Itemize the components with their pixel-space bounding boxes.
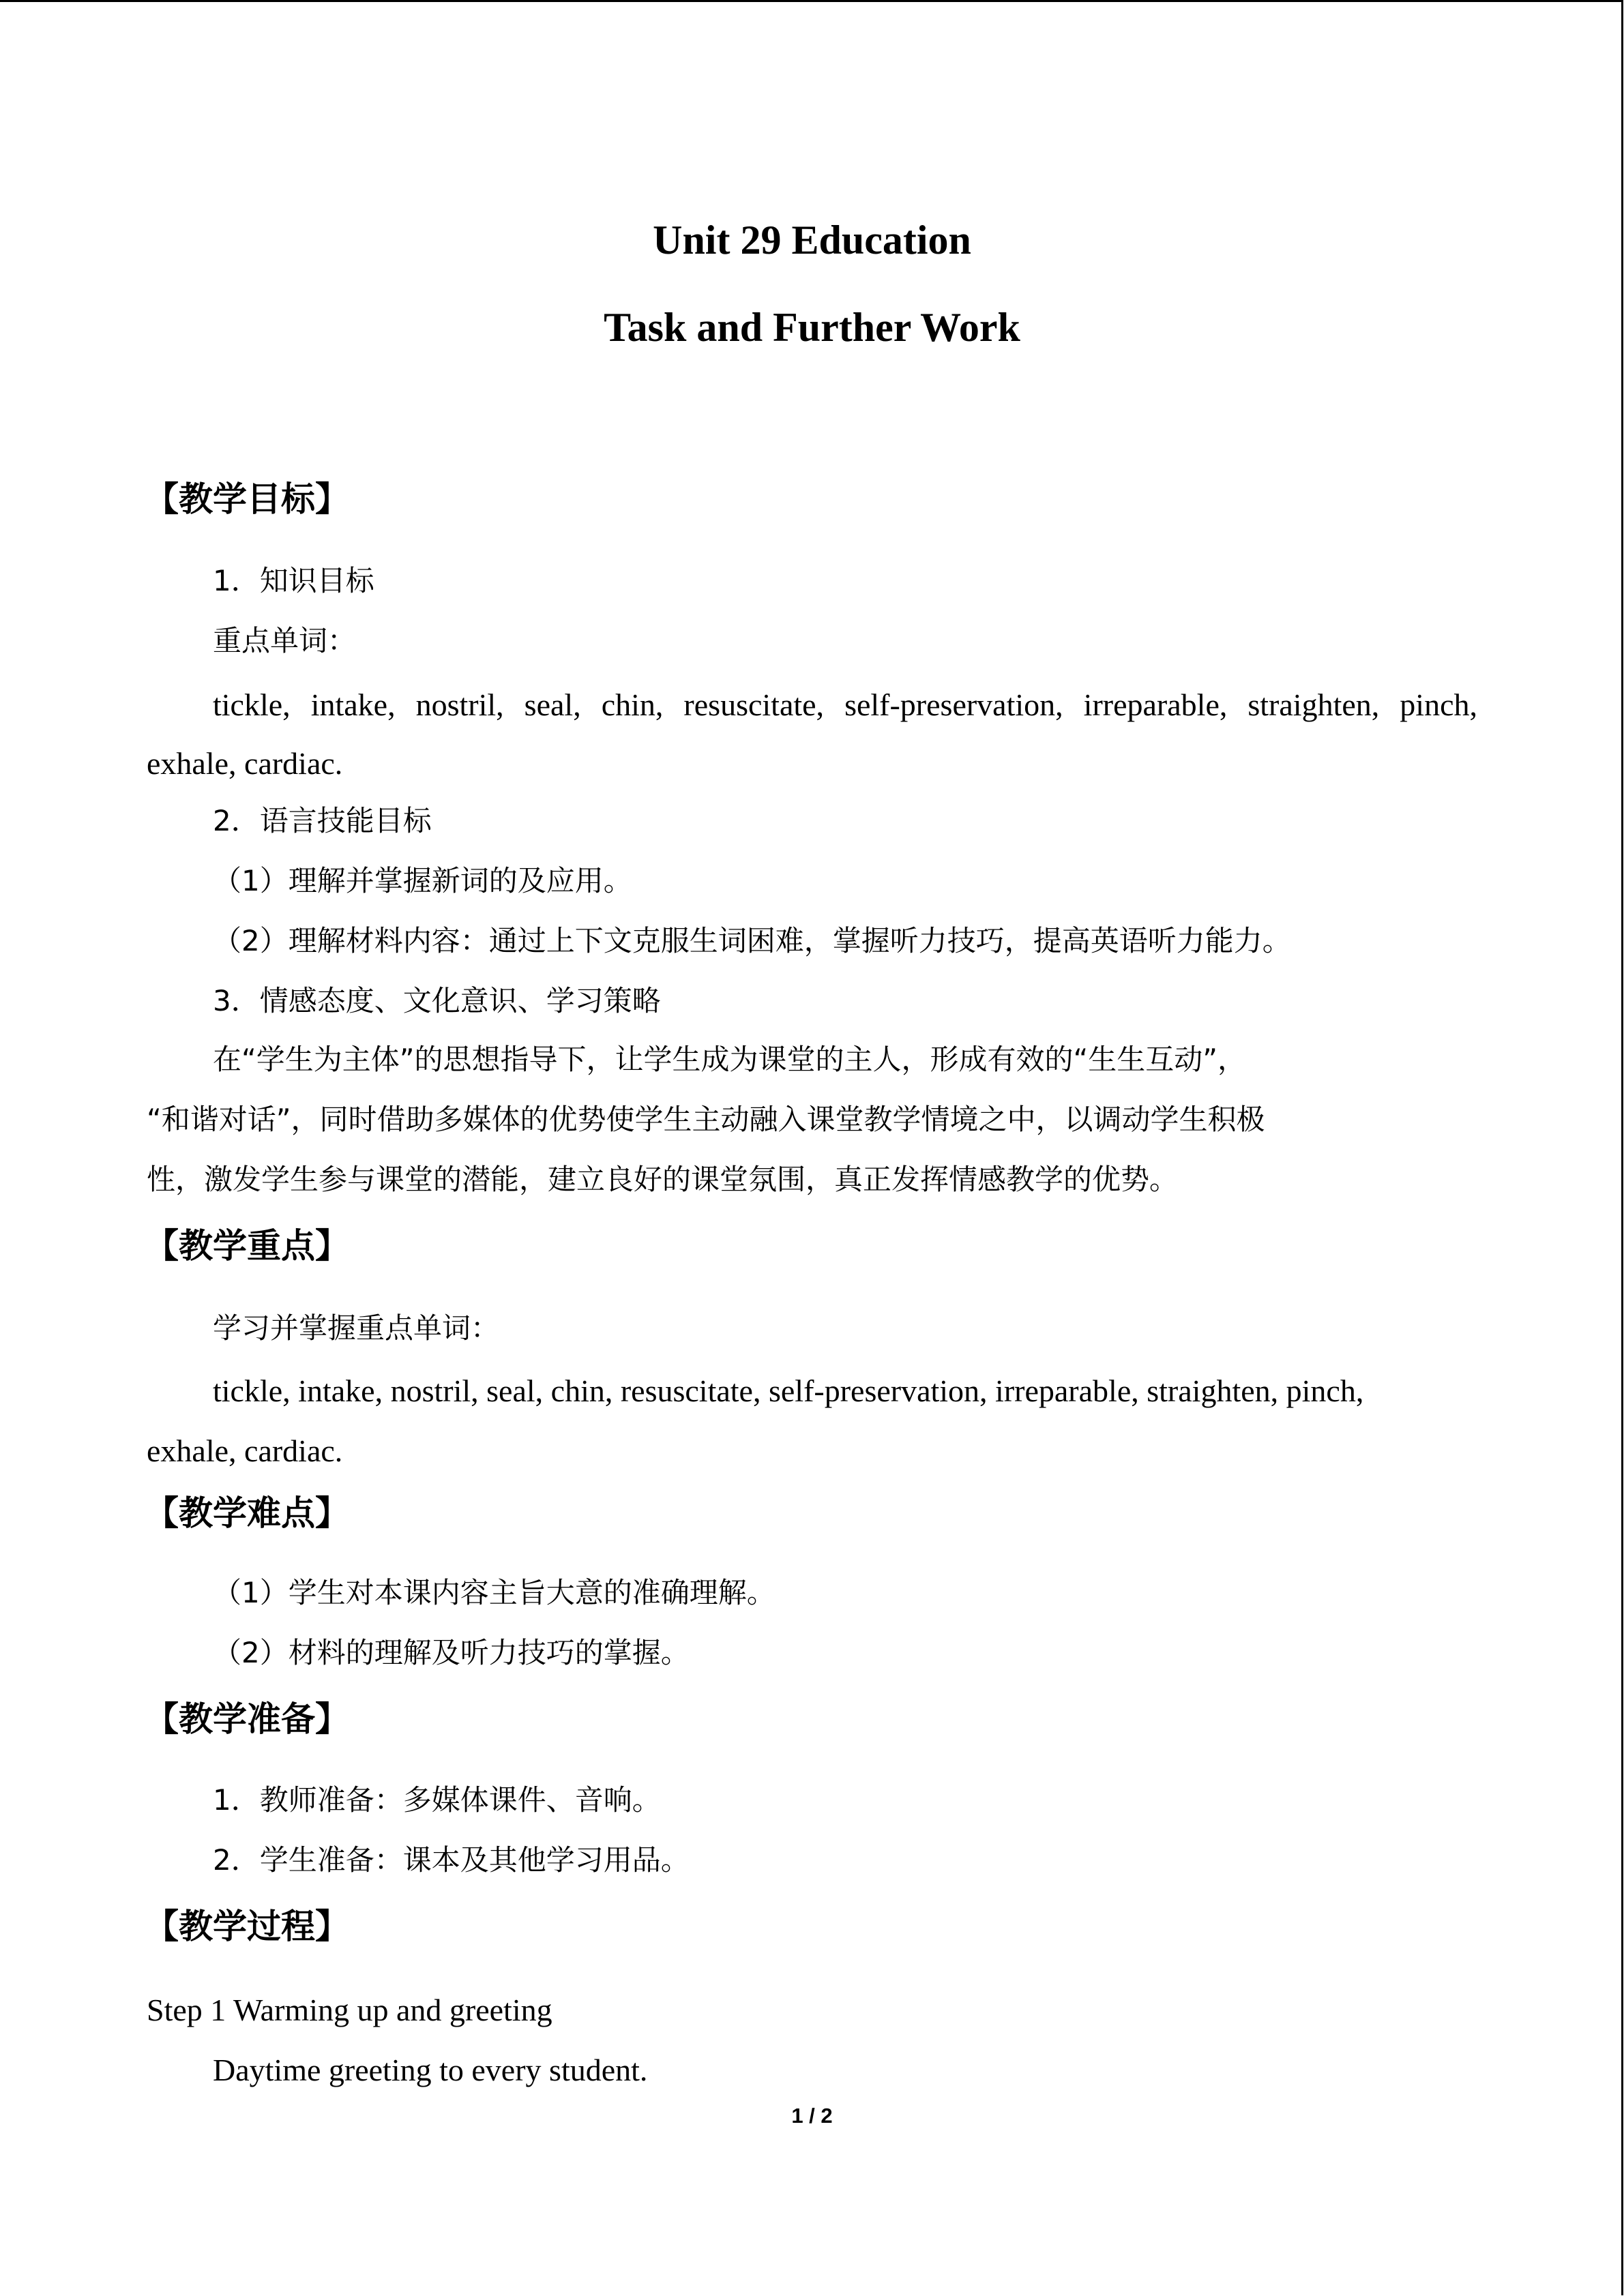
section-heading-objectives: 【教学目标】 <box>145 479 349 519</box>
key-points-label: 学习并掌握重点单词： <box>213 1311 500 1345</box>
preparation-item: 1．教师准备：多媒体课件、音响。 <box>213 1783 661 1817</box>
section-heading-process: 【教学过程】 <box>145 1907 349 1946</box>
document-subtitle: Task and Further Work <box>604 305 1020 350</box>
section-heading-key-points: 【教学重点】 <box>145 1226 349 1266</box>
step-text: Daytime greeting to every student. <box>213 2053 648 2087</box>
page-number: 1 / 2 <box>791 2104 833 2128</box>
key-points-words-line: exhale, cardiac. <box>147 1433 343 1468</box>
key-words-label: 重点单词： <box>213 624 357 657</box>
objective-language-item: （2）理解材料内容：通过上下文克服生词困难，掌握听力技巧，提高英语听力能力。 <box>213 924 1291 957</box>
section-heading-preparation: 【教学准备】 <box>145 1699 349 1739</box>
key-words-line: tickle, intake, nostril, seal, chin, resuscitate, self-preservation, irreparable, straighten, pinch, <box>213 687 1477 722</box>
difficulty-item: （2）材料的理解及听力技巧的掌握。 <box>213 1636 690 1669</box>
document-title: Unit 29 Education <box>653 218 971 263</box>
paragraph-line: 性，激发学生参与课堂的潜能，建立良好的课堂氛围，真正发挥情感教学的优势。 <box>147 1163 1179 1196</box>
difficulty-item: （1）学生对本课内容主旨大意的准确理解。 <box>213 1576 776 1609</box>
preparation-item: 2．学生准备：课本及其他学习用品。 <box>213 1843 690 1877</box>
key-points-words-line: tickle, intake, nostril, seal, chin, resuscitate, self-preservation, irreparable, straighten, pinch, <box>213 1373 1364 1408</box>
step-title: Step 1 Warming up and greeting <box>147 1993 552 2027</box>
objective-knowledge-title: 1．知识目标 <box>213 564 374 597</box>
key-words-line: exhale, cardiac. <box>147 746 343 781</box>
section-heading-difficulties: 【教学难点】 <box>145 1493 349 1533</box>
objective-language-title: 2．语言技能目标 <box>213 804 432 837</box>
objective-language-item: （1）理解并掌握新词的及应用。 <box>213 864 632 897</box>
paragraph-line: 在“学生为主体”的思想指导下，让学生成为课堂的主人，形成有效的“生生互动”， <box>213 1043 1247 1076</box>
paragraph-line: “和谐对话”，同时借助多媒体的优势使学生主动融入课堂教学情境之中，以调动学生积极 <box>147 1103 1265 1136</box>
objective-attitude-title: 3．情感态度、文化意识、学习策略 <box>213 984 661 1017</box>
